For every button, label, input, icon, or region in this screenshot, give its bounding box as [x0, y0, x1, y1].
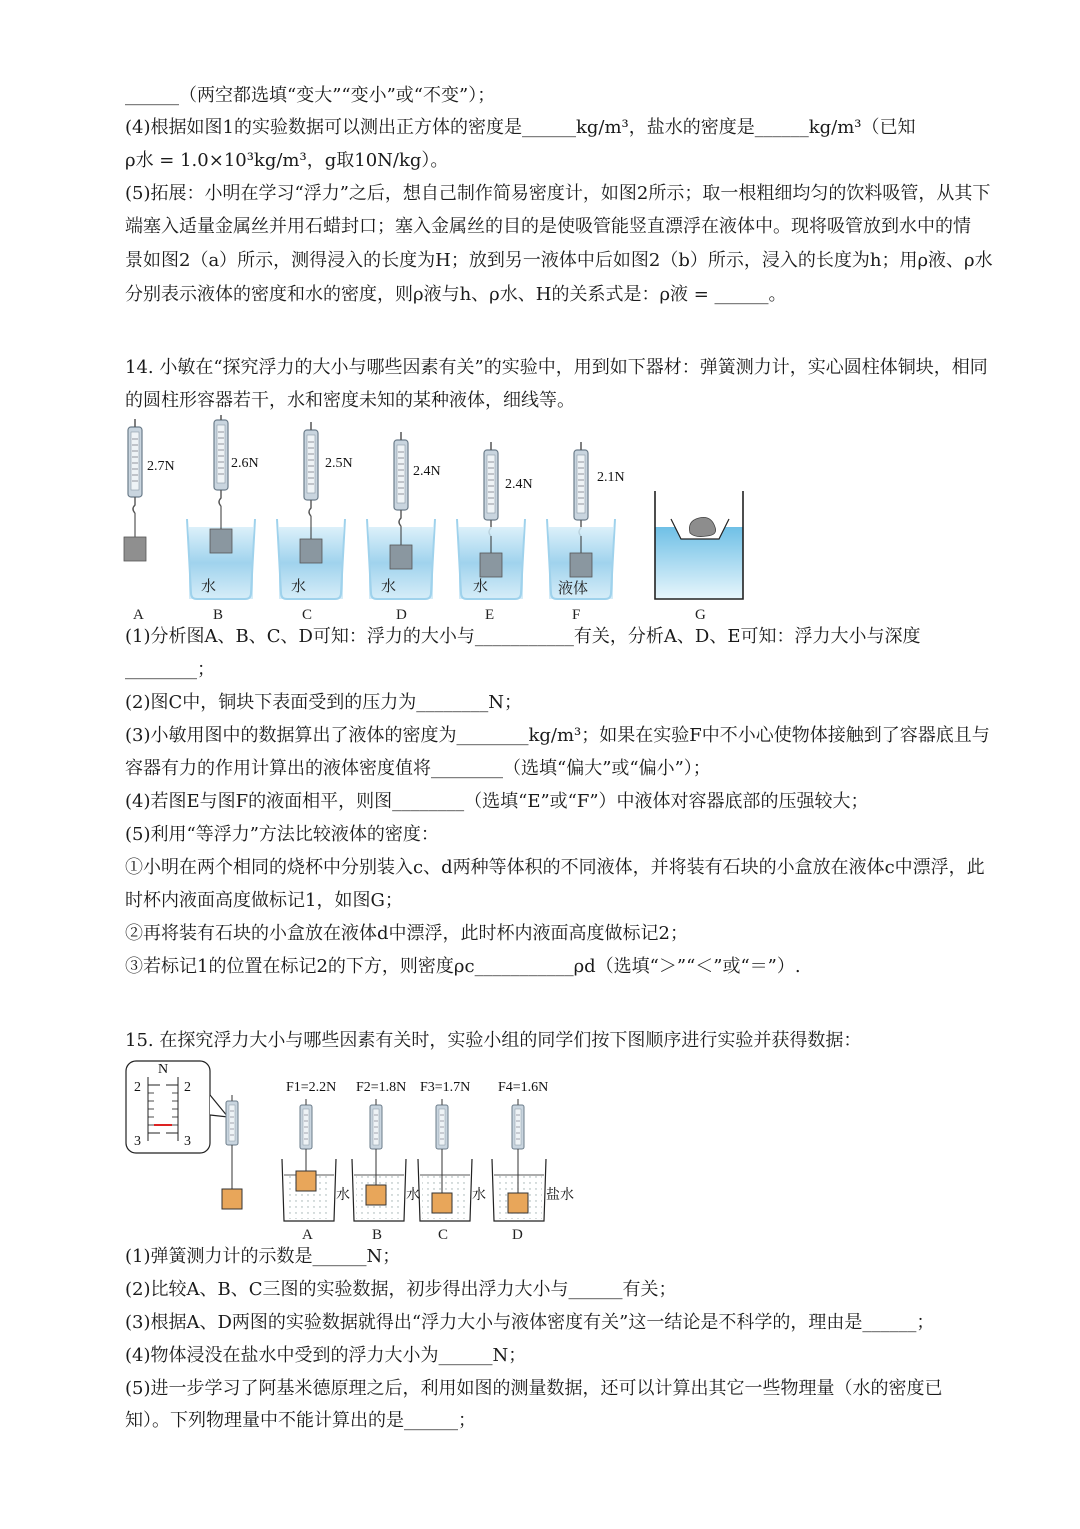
- copper-block-icon: [570, 553, 592, 577]
- figure-label: D: [396, 607, 407, 623]
- scale-reading: 2.1N: [597, 470, 625, 485]
- figure-label: E: [485, 607, 495, 623]
- liquid-label: 水: [473, 579, 489, 595]
- liquid-label: 水: [406, 1188, 420, 1203]
- copper-block-icon: [300, 539, 322, 563]
- text-line: 分别表示液体的密度和水的密度，则ρ液与h、ρ水、H的关系式是：ρ液 = ______。: [125, 284, 787, 305]
- figure-label: B: [213, 607, 224, 623]
- object-block-icon: [366, 1185, 386, 1205]
- scale-reading: 2.4N: [505, 477, 533, 492]
- copper-block-icon: [124, 537, 146, 561]
- scale-reading: 2.6N: [231, 456, 259, 471]
- force-label: F2=1.8N: [356, 1080, 407, 1095]
- text-line: (3)根据A、D两图的实验数据就得出“浮力大小与液体密度有关”这一结论是不科学的，理由是______；: [125, 1312, 935, 1333]
- scale-mark: 2: [134, 1080, 141, 1095]
- text-line: 知）。下列物理量中不能计算出的是______；: [125, 1410, 476, 1431]
- scale-reading: 2.4N: [413, 464, 441, 479]
- spring-scale-icon: [436, 1099, 448, 1149]
- text-line: (2)比较A、B、C三图的实验数据，初步得出浮力大小与______有关；: [125, 1279, 677, 1300]
- liquid-label: 水: [291, 579, 307, 595]
- spring-scale-icon: [394, 432, 408, 526]
- scale-reading: 2.5N: [325, 456, 353, 471]
- object-block-icon: [222, 1189, 242, 1209]
- text-line: ②再将装有石块的小盒放在液体d中漂浮，此时杯内液面高度做标记2；: [125, 923, 688, 944]
- spring-scale-icon: [128, 419, 142, 513]
- spring-scale-icon: [214, 415, 228, 506]
- figure-15-experiment: [120, 1055, 590, 1245]
- copper-block-icon: [390, 545, 412, 569]
- spring-scale-icon: [484, 442, 498, 536]
- text-line: (4)若图E与图F的液面相平，则图________（选填“E”或“F”）中液体对容器底部的压强较大；: [125, 791, 869, 812]
- spring-scale-icon: [370, 1099, 382, 1149]
- text-line: (5)利用“等浮力”方法比较液体的密度：: [125, 824, 439, 845]
- text-line: (5)进一步学习了阿基米德原理之后，利用如图的测量数据，还可以计算出其它一些物理量（水的密度已: [125, 1378, 943, 1399]
- figure-label: F: [572, 607, 581, 623]
- spring-scale-icon: [574, 442, 588, 536]
- object-block-icon: [296, 1171, 316, 1191]
- text-line: (4)物体浸没在盐水中受到的浮力大小为______N；: [125, 1345, 527, 1366]
- question-15-intro: 15. 在探究浮力大小与哪些因素有关时，实验小组的同学们按下图顺序进行实验并获得数据：: [125, 1030, 862, 1051]
- liquid-label: 水: [472, 1188, 486, 1203]
- figure-label: A: [133, 607, 144, 623]
- text-line: 容器有力的作用计算出的液体密度值将________（选填“偏大”或“偏小”）；: [125, 758, 711, 779]
- scale-unit: N: [158, 1062, 169, 1077]
- text-line: (3)小敏用图中的数据算出了液体的密度为________kg/m³；如果在实验F中不小心使物体接触到了容器底且与: [125, 725, 990, 746]
- text-line: 端塞入适量金属丝并用石蜡封口；塞入金属丝的目的是使吸管能竖直漂浮在液体中。现将吸管放到水中的情: [125, 216, 971, 237]
- liquid-label: 液体: [558, 581, 589, 597]
- question-14-intro: 14. 小敏在“探究浮力的大小与哪些因素有关”的实验中，用到如下器材：弹簧测力计，实心圆柱体铜块，相同: [125, 357, 988, 378]
- liquid-label: 水: [381, 579, 397, 595]
- figure-label: C: [438, 1227, 449, 1243]
- text-line: 景如图2（a）所示，测得浸入的长度为H；放到另一液体中后如图2（b）所示，浸入的长度为h；用ρ液、ρ水: [125, 250, 993, 271]
- liquid-label: 水: [336, 1188, 350, 1203]
- text-line: (1)分析图A、B、C、D可知：浮力的大小与___________有关，分析A、D、E可知：浮力大小与深度: [125, 626, 921, 647]
- figure-14-experiment: [115, 415, 755, 625]
- figure-label: G: [695, 607, 706, 623]
- spring-scale-icon: [226, 1095, 238, 1145]
- spring-scale-icon: [512, 1099, 524, 1149]
- text-line: 时杯内液面高度做标记1，如图G；: [125, 890, 403, 911]
- text-line: ______（两空都选填“变大”“变小”或“不变”）；: [125, 85, 496, 106]
- text-line: ①小明在两个相同的烧杯中分别装入c、d两种等体积的不同液体，并将装有石块的小盒放在液体c中漂浮，此: [125, 857, 985, 878]
- text-line: (5)拓展：小明在学习“浮力”之后，想自己制作简易密度计，如图2所示；取一根粗细均匀的饮料吸管，从其下: [125, 183, 991, 204]
- question-14-intro: 的圆柱形容器若干，水和密度未知的某种液体，细线等。: [125, 390, 575, 411]
- copper-block-icon: [480, 553, 502, 577]
- force-label: F1=2.2N: [286, 1080, 337, 1095]
- scale-mark: 3: [134, 1134, 141, 1149]
- liquid-label: 盐水: [546, 1188, 574, 1203]
- text-line: ________；: [125, 659, 215, 680]
- scale-reading: 2.7N: [147, 459, 175, 474]
- scale-mark: 3: [184, 1134, 191, 1149]
- spring-scale-icon: [304, 422, 318, 516]
- text-line: (1)弹簧测力计的示数是______N；: [125, 1246, 401, 1267]
- text-line: (2)图C中，铜块下表面受到的压力为________N；: [125, 692, 523, 713]
- figure-label: A: [302, 1227, 313, 1243]
- object-block-icon: [508, 1193, 528, 1213]
- text-line: ③若标记1的位置在标记2的下方，则密度ρc___________ρd（选填“＞”“＜”或“＝”）.: [125, 956, 801, 977]
- spring-scale-icon: [300, 1099, 312, 1149]
- scale-mark: 2: [184, 1080, 191, 1095]
- text-line: (4)根据如图1的实验数据可以测出正方体的密度是______kg/m³，盐水的密度是______kg/m³（已知: [125, 117, 916, 138]
- text-line: ρ水 = 1.0×10³kg/m³，g取10N/kg）。: [125, 150, 449, 171]
- figure-label: B: [372, 1227, 383, 1243]
- copper-block-icon: [210, 529, 232, 553]
- figure-label: C: [302, 607, 313, 623]
- liquid-label: 水: [201, 579, 217, 595]
- object-block-icon: [432, 1193, 452, 1213]
- figure-label: D: [512, 1227, 523, 1243]
- force-label: F4=1.6N: [498, 1080, 549, 1095]
- force-label: F3=1.7N: [420, 1080, 471, 1095]
